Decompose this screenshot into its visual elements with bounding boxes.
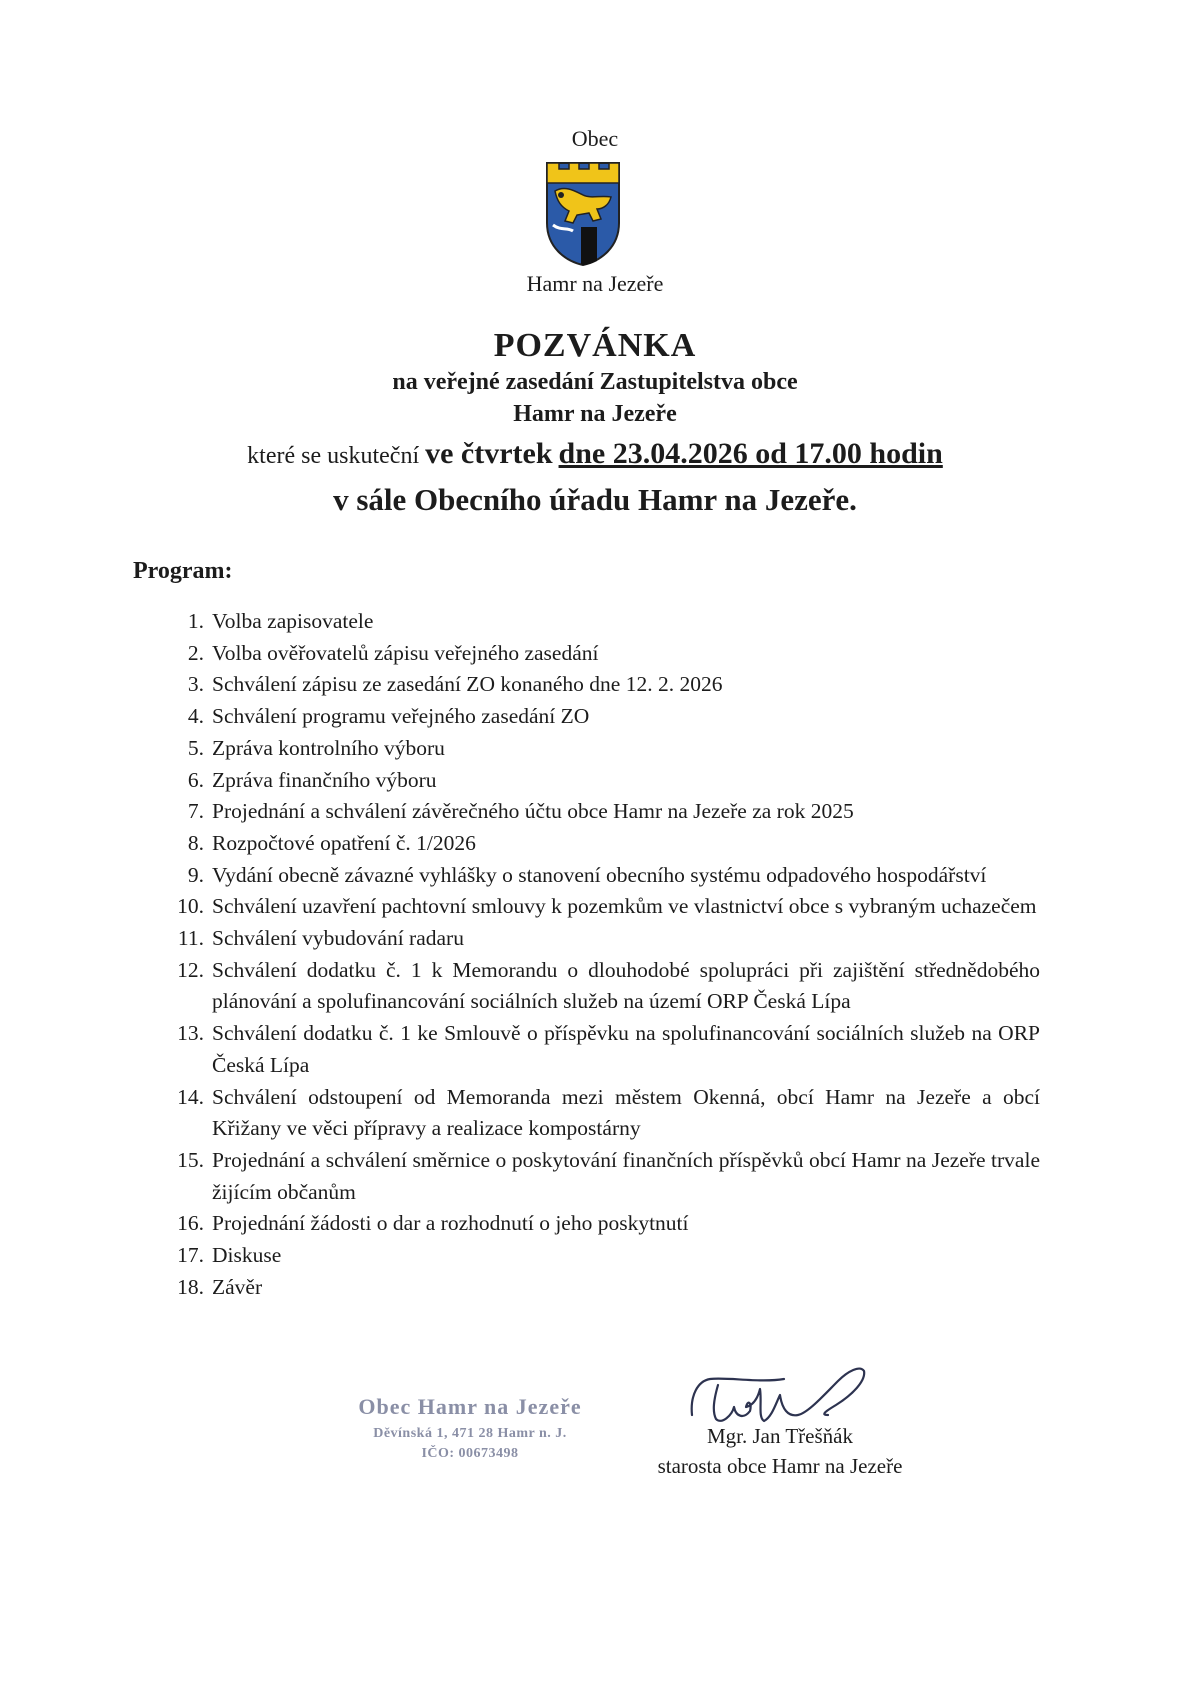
agenda-item [160, 796, 1040, 828]
agenda-item-text: Schválení zápisu ze zasedání ZO konaného dne 12. 2. 2026 [212, 672, 723, 697]
agenda-item-number: 10. [177, 894, 204, 919]
agenda-item-text: Schválení dodatku č. 1 k Memorandu o dlouhodobé spolupráci při zajištění střednědobého plánování a spolufinancování sociálních služeb na území ORP Česká Lípa [212, 957, 1040, 1014]
office-stamp [320, 1394, 620, 1462]
agenda-item-text: Projednání žádosti o dar a rozhodnutí o jeho poskytnutí [212, 1211, 689, 1236]
agenda-item-number: 8. [187, 830, 204, 855]
agenda-item-number: 17. [177, 1243, 204, 1268]
agenda-item-number: 7. [187, 799, 204, 824]
agenda-item-number: 2. [187, 640, 204, 665]
agenda-item [160, 1208, 1040, 1240]
agenda-item [160, 1240, 1040, 1272]
subtitle-line-1: na veřejné zasedání Zastupitelstva obce [392, 369, 798, 395]
agenda-item-text: Rozpočtové opatření č. 1/2026 [212, 830, 476, 855]
stamp-ico: IČO: 00673498 [421, 1446, 519, 1461]
agenda-item [160, 828, 1040, 860]
agenda-item [160, 1018, 1040, 1081]
agenda-item [160, 923, 1040, 955]
agenda-item-text: Vydání obecně závazné vyhlášky o stanovení obecního systému odpadového hospodářství [212, 862, 987, 887]
signature-icon [688, 1355, 878, 1435]
meeting-when [0, 437, 1190, 471]
agenda-list [160, 606, 1040, 1303]
agenda-item [160, 638, 1040, 670]
agenda-item [160, 1082, 1040, 1145]
agenda-item-number: 15. [177, 1147, 204, 1172]
subtitle-line-2: Hamr na Jezeře [513, 401, 677, 427]
agenda-item [160, 765, 1040, 797]
signer-name: Mgr. Jan Třešňák [706, 1424, 853, 1448]
agenda-item-number: 11. [177, 926, 204, 951]
agenda-item [160, 1272, 1040, 1304]
agenda-item-number: 18. [177, 1274, 204, 1299]
agenda-item-number: 16. [177, 1211, 204, 1236]
agenda-item-number: 12. [177, 957, 204, 982]
agenda-item [160, 1145, 1040, 1208]
agenda-item-number: 9. [187, 862, 204, 887]
agenda-item-text: Schválení odstoupení od Memoranda mezi městem Okenná, obcí Hamr na Jezeře a obcí Křižany ve věci přípravy a realizace kompostárny [212, 1084, 1040, 1141]
agenda-item-text: Projednání a schválení směrnice o poskytování finančních příspěvků obcí Hamr na Jezeře trvale žijícím občanům [212, 1147, 1040, 1204]
agenda-item [160, 669, 1040, 701]
agenda-item-text: Zpráva finančního výboru [212, 767, 437, 792]
agenda-item-number: 14. [177, 1084, 204, 1109]
agenda-item-number: 1. [187, 609, 204, 633]
agenda-item [160, 955, 1040, 1018]
program-label: Program: [133, 558, 233, 584]
agenda-item-number: 5. [187, 735, 204, 760]
header-obec-label: Obec [571, 126, 619, 151]
agenda-item-text: Závěr [212, 1274, 263, 1299]
agenda-item-text: Volba ověřovatelů zápisu veřejného zasedání [212, 640, 599, 665]
meeting-place: v sále Obecního úřadu Hamr na Jezeře. [333, 482, 857, 517]
agenda-item-text: Zpráva kontrolního výboru [212, 735, 445, 760]
meeting-date-time: dne 23.04.2026 od 17.00 hodin [558, 437, 943, 470]
agenda-item-text: Schválení dodatku č. 1 ke Smlouvě o příspěvku na spolufinancování sociálních služeb na ORP Česká Lípa [212, 1021, 1040, 1077]
signer-role: starosta obce Hamr na Jezeře [657, 1454, 903, 1478]
agenda-item-text: Volba zapisovatele [212, 609, 374, 633]
meeting-weekday: ve čtvrtek [425, 437, 553, 470]
coat-of-arms-icon [545, 161, 621, 267]
agenda-item [160, 733, 1040, 765]
agenda-item [160, 891, 1040, 923]
agenda-item [160, 701, 1040, 733]
agenda-item-number: 4. [187, 704, 204, 729]
agenda-item-text: Schválení programu veřejného zasedání ZO [212, 704, 590, 729]
agenda-item [160, 860, 1040, 892]
agenda-item-text: Schválení vybudování radaru [212, 926, 464, 951]
agenda-item-number: 3. [187, 672, 204, 697]
page-title: POZVÁNKA [493, 327, 697, 364]
agenda-item-number: 6. [187, 767, 204, 792]
when-prefix: které se uskuteční [247, 443, 420, 469]
agenda-item-number: 13. [177, 1021, 204, 1046]
header-municipality: Hamr na Jezeře [526, 271, 664, 296]
stamp-address: Děvínská 1, 471 28 Hamr n. J. [373, 1426, 567, 1441]
agenda-item [160, 606, 1040, 638]
agenda-item-text: Diskuse [212, 1243, 282, 1268]
stamp-name: Obec Hamr na Jezeře [358, 1394, 582, 1419]
agenda-item-text: Schválení uzavření pachtovní smlouvy k pozemkům ve vlastnictví obce s vybraným uchazečem [212, 894, 1037, 919]
agenda-item-text: Projednání a schválení závěrečného účtu obce Hamr na Jezeře za rok 2025 [212, 799, 854, 824]
